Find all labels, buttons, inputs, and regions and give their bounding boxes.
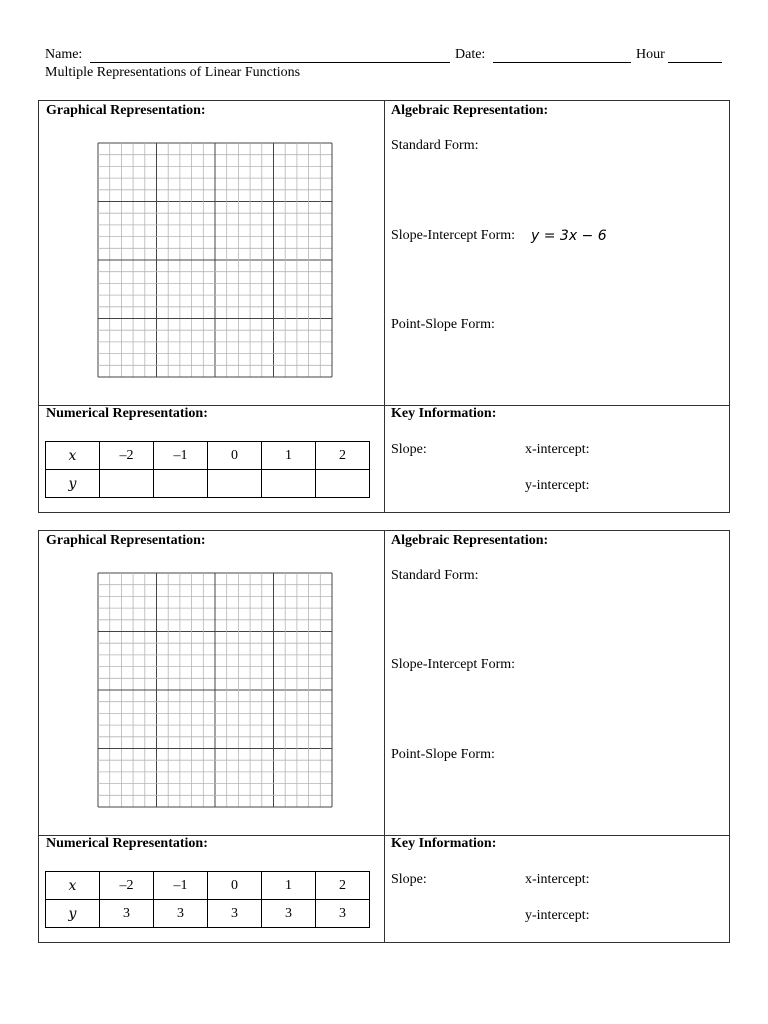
- table-cell: 1: [262, 872, 316, 900]
- x-intercept-label: x-intercept:: [525, 442, 590, 457]
- table-cell: 3: [154, 900, 208, 928]
- table-row-x: [46, 442, 370, 470]
- panel-divider-vertical: [384, 101, 385, 512]
- table-cell-input[interactable]: [316, 470, 370, 498]
- slope-label: Slope:: [391, 872, 427, 887]
- name-label: Name:: [45, 47, 83, 62]
- table-cell: –1: [154, 872, 208, 900]
- numerical-heading: Numerical Representation:: [46, 406, 208, 421]
- table-cell: 0: [208, 442, 262, 470]
- algebraic-heading: Algebraic Representation:: [391, 533, 549, 548]
- standard-form-label: Standard Form:: [391, 568, 479, 583]
- name-field[interactable]: [90, 62, 450, 63]
- slope-intercept-equation: y = 3x − 6: [531, 228, 607, 244]
- table-cell: –2: [100, 442, 154, 470]
- table-cell-input[interactable]: [262, 470, 316, 498]
- table-cell-input[interactable]: [100, 470, 154, 498]
- table-cell: 3: [208, 900, 262, 928]
- table-header-y: y: [46, 900, 100, 928]
- hour-label: Hour: [636, 47, 665, 62]
- table-cell: 2: [316, 872, 370, 900]
- point-slope-label: Point-Slope Form:: [391, 317, 495, 332]
- y-intercept-label: y-intercept:: [525, 908, 590, 923]
- algebraic-heading: Algebraic Representation:: [391, 103, 549, 118]
- worksheet-subtitle: Multiple Representations of Linear Functions: [45, 65, 301, 80]
- date-label: Date:: [455, 47, 486, 62]
- table-cell: 2: [316, 442, 370, 470]
- table-cell: 3: [262, 900, 316, 928]
- values-table: [45, 441, 370, 498]
- worksheet-panel-2: [38, 530, 730, 943]
- slope-label: Slope:: [391, 442, 427, 457]
- point-slope-label: Point-Slope Form:: [391, 747, 495, 762]
- table-cell: –1: [154, 442, 208, 470]
- table-header-x: x: [46, 872, 100, 900]
- table-cell: 3: [316, 900, 370, 928]
- slope-intercept-label: Slope-Intercept Form:: [391, 228, 516, 243]
- table-row-y: [46, 470, 370, 498]
- panel-divider-vertical: [384, 531, 385, 942]
- x-intercept-label: x-intercept:: [525, 872, 590, 887]
- worksheet-panel-1: [38, 100, 730, 513]
- table-row-y: [46, 900, 370, 928]
- table-row-x: [46, 872, 370, 900]
- graphical-heading: Graphical Representation:: [46, 103, 206, 118]
- table-header-x: x: [46, 442, 100, 470]
- hour-field[interactable]: [668, 62, 722, 63]
- table-cell: 1: [262, 442, 316, 470]
- table-cell-input[interactable]: [208, 470, 262, 498]
- date-field[interactable]: [493, 62, 631, 63]
- table-cell: –2: [100, 872, 154, 900]
- graphical-heading: Graphical Representation:: [46, 533, 206, 548]
- slope-intercept-label: Slope-Intercept Form:: [391, 657, 516, 672]
- standard-form-label: Standard Form:: [391, 138, 479, 153]
- coordinate-grid[interactable]: [97, 572, 333, 808]
- table-cell-input[interactable]: [154, 470, 208, 498]
- numerical-heading: Numerical Representation:: [46, 836, 208, 851]
- y-intercept-label: y-intercept:: [525, 478, 590, 493]
- values-table: [45, 871, 370, 928]
- coordinate-grid[interactable]: [97, 142, 333, 378]
- key-information-heading: Key Information:: [391, 836, 497, 851]
- table-cell: 0: [208, 872, 262, 900]
- table-header-y: y: [46, 470, 100, 498]
- key-information-heading: Key Information:: [391, 406, 497, 421]
- table-cell: 3: [100, 900, 154, 928]
